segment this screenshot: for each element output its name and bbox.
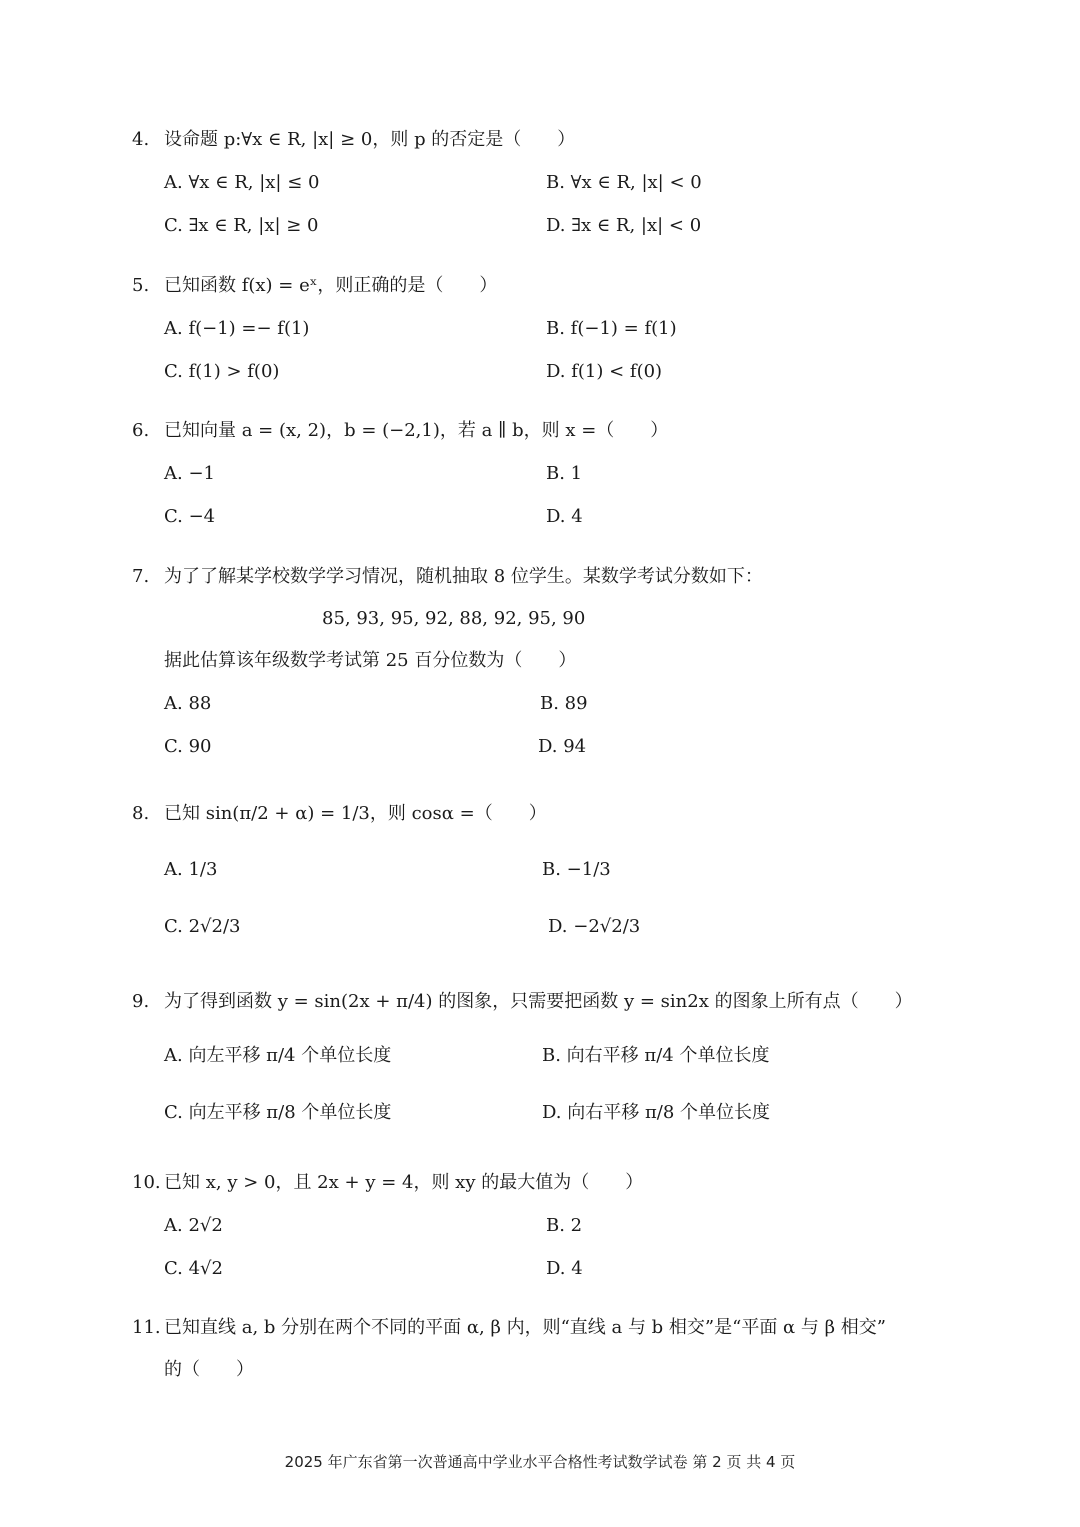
- options: [164, 315, 1020, 401]
- option-row: [164, 503, 1020, 546]
- option-d: D. f(1) < f(0): [546, 361, 663, 382]
- option-c: C. 90: [164, 736, 212, 757]
- question-stem: [132, 126, 1020, 154]
- option-c: C. ∃x ∈ R, |x| ≥ 0: [164, 215, 319, 236]
- question-text: 已知直线 a, b 分别在两个不同的平面 α, β 内，则“直线 a 与 b 相交”是“平面 α 与 β 相交”: [164, 1317, 886, 1338]
- question-text: 已知 x, y > 0，且 2x + y = 4，则 xy 的最大值为（ ）: [164, 1172, 644, 1193]
- options: [164, 169, 1020, 255]
- option-row: [164, 913, 1020, 970]
- option-a: A. f(−1) =− f(1): [164, 318, 310, 339]
- option-row: [164, 733, 1020, 776]
- option-b: B. 向右平移 π/4 个单位长度: [542, 1045, 770, 1066]
- option-row: [164, 1255, 1020, 1298]
- question-11: [132, 1314, 1020, 1384]
- question-stem: [132, 563, 1020, 591]
- question-subtext: 的（ ）: [164, 1359, 254, 1380]
- option-c: C. 2√2/3: [164, 916, 241, 937]
- option-a: A. 2√2: [164, 1215, 223, 1236]
- option-d: D. 向右平移 π/8 个单位长度: [542, 1102, 771, 1123]
- option-b: B. 1: [546, 463, 583, 484]
- question-stem: [132, 988, 1020, 1016]
- options: [164, 460, 1020, 546]
- option-d: D. 4: [546, 1258, 583, 1279]
- question-text: 为了得到函数 y = sin(2x + π/4) 的图象，只需要把函数 y = sin2x 的图象上所有点（ ）: [164, 991, 913, 1012]
- question-number: 7.: [132, 566, 150, 587]
- options: [164, 856, 1020, 970]
- option-row: [164, 690, 1020, 733]
- question-stem: [132, 1314, 1020, 1342]
- option-b: B. 89: [540, 693, 588, 714]
- option-row: [164, 460, 1020, 503]
- option-d: D. ∃x ∈ R, |x| < 0: [546, 215, 702, 236]
- option-c: C. 4√2: [164, 1258, 223, 1279]
- option-c: C. 向左平移 π/8 个单位长度: [164, 1102, 392, 1123]
- options: [164, 690, 1020, 776]
- option-b: B. −1/3: [542, 859, 611, 880]
- option-a: A. −1: [164, 463, 215, 484]
- option-row: [164, 358, 1020, 401]
- page-footer: 2025 年广东省第一次普通高中学业水平合格性考试数学试卷 第 2 页 共 4 页: [284, 1453, 796, 1471]
- question-number: 4.: [132, 129, 150, 150]
- options: [164, 1042, 1020, 1142]
- option-d: D. 4: [546, 506, 583, 527]
- option-a: A. 1/3: [164, 859, 218, 880]
- question-stem: [132, 800, 1020, 828]
- question-stem: [132, 417, 1020, 445]
- option-d: D. −2√2/3: [548, 916, 641, 937]
- question-text: 已知 sin(π/2 + α) = 1/3，则 cosα =（ ）: [164, 803, 547, 824]
- options: [164, 1212, 1020, 1298]
- option-row: [164, 1042, 1020, 1099]
- option-row: [164, 212, 1020, 255]
- question-number: 6.: [132, 420, 150, 441]
- question-number: 11.: [132, 1317, 161, 1338]
- question-5: [132, 272, 1020, 401]
- question-8: [132, 800, 1020, 970]
- question-7: [132, 563, 1020, 776]
- option-row: [164, 169, 1020, 212]
- option-row: [164, 1099, 1020, 1142]
- option-b: B. f(−1) = f(1): [546, 318, 677, 339]
- question-text: 已知向量 a = (x, 2)，b = (−2,1)，若 a ∥ b，则 x =（ ）: [164, 420, 669, 441]
- question-text: 设命题 p:∀x ∈ R, |x| ≥ 0，则 p 的否定是（ ）: [164, 129, 576, 150]
- question-text: 为了了解某学校数学学习情况，随机抽取 8 位学生。某数学考试分数如下：: [164, 566, 763, 587]
- option-b: B. ∀x ∈ R, |x| < 0: [546, 172, 702, 193]
- question-number: 8.: [132, 803, 150, 824]
- question-subtext: 据此估算该年级数学考试第 25 百分位数为（ ）: [164, 650, 577, 671]
- question-4: [132, 126, 1020, 255]
- option-a: A. ∀x ∈ R, |x| ≤ 0: [164, 172, 320, 193]
- score-data: 85, 93, 95, 92, 88, 92, 95, 90: [322, 608, 586, 629]
- question-6: [132, 417, 1020, 546]
- question-text: 已知函数 f(x) = eˣ，则正确的是（ ）: [164, 275, 498, 296]
- option-a: A. 88: [164, 693, 212, 714]
- question-9: [132, 988, 1020, 1142]
- option-row: [164, 1212, 1020, 1255]
- option-a: A. 向左平移 π/4 个单位长度: [164, 1045, 392, 1066]
- question-number: 5.: [132, 275, 150, 296]
- option-c: C. f(1) > f(0): [164, 361, 280, 382]
- option-row: [164, 856, 1020, 913]
- option-b: B. 2: [546, 1215, 583, 1236]
- question-number: 9.: [132, 991, 150, 1012]
- option-row: [164, 315, 1020, 358]
- question-10: [132, 1169, 1020, 1298]
- question-stem: [132, 272, 1020, 300]
- option-d: D. 94: [538, 736, 587, 757]
- option-c: C. −4: [164, 506, 216, 527]
- question-number: 10.: [132, 1172, 161, 1193]
- question-stem: [132, 1169, 1020, 1197]
